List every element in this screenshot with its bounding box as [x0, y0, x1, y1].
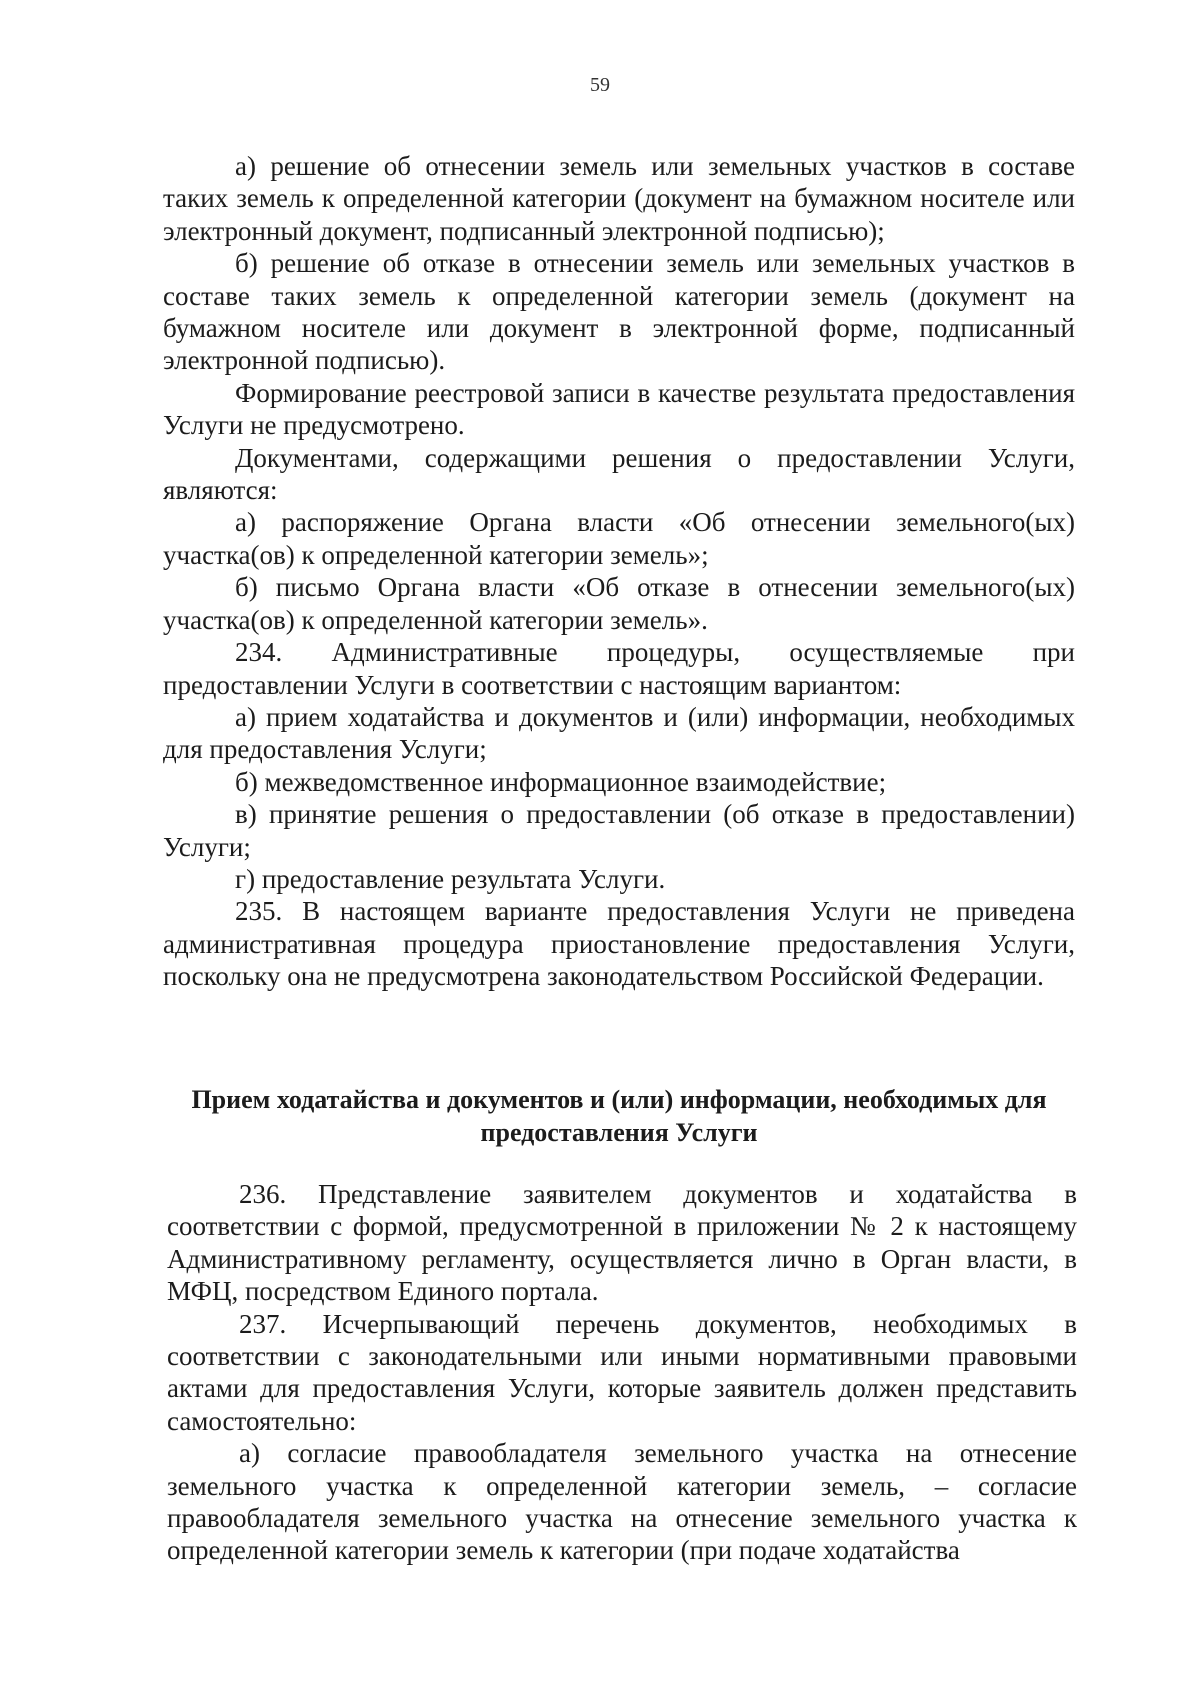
paragraph: в) принятие решения о предоставлении (об отказе в предоставлении) Услуги; [163, 799, 1075, 862]
document-body-continued [167, 1178, 1077, 1567]
paragraph: Формирование реестровой записи в качестве результата предоставления Услуги не предусмотрено. [163, 377, 1075, 441]
paragraph: 235. В настоящем варианте предоставления Услуги не приведена административная процедура приостановление предоставления Услуги, поскольку она не предусмотрена законодательством Российской Федерации. [163, 896, 1075, 992]
paragraph: б) межведомственное информационное взаимодействие; [235, 766, 887, 797]
paragraph: 237. Исчерпывающий перечень документов, необходимых в соответствии с законодательными или иными нормативными правовыми актами для предоставления Услуги, которые заявитель должен представить самостоятельно: [167, 1308, 1077, 1436]
paragraph: б) письмо Органа власти «Об отказе в отнесении земельного(ых) участка(ов) к определенной категории земель». [163, 572, 1075, 635]
paragraph: 234. Административные процедуры, осуществляемые при предоставлении Услуги в соответствии с настоящим вариантом: [163, 637, 1075, 700]
page-number: 59 [590, 74, 610, 96]
paragraph: а) решение об отнесении земель или земельных участков в составе таких земель к определенной категории (документ на бумажном носителе или электронный документ, подписанный электронной подписью); [163, 151, 1075, 246]
paragraph: г) предоставление результата Услуги. [235, 863, 666, 894]
paragraph: а) прием ходатайства и документов и (или) информации, необходимых для предоставления Услуги; [163, 701, 1075, 765]
paragraph: 236. Представление заявителем документов и ходатайства в соответствии с формой, предусмотренной в приложении № 2 к настоящему Административному регламенту, осуществляется лично в Орган власти, в МФЦ, посредством Единого портала. [167, 1179, 1077, 1307]
section-heading: Прием ходатайства и документов и (или) информации, необходимых для предоставления Услуги [191, 1085, 1047, 1147]
paragraph: б) решение об отказе в отнесении земель или земельных участков в составе таких земель к определенной категории земель (документ на бумажном носителе или документ в электронной форме, подписанный электронной подписью). [163, 248, 1075, 376]
paragraph: а) распоряжение Органа власти «Об отнесении земельного(ых) участка(ов) к определенной категории земель»; [163, 507, 1075, 570]
paragraph: Документами, содержащими решения о предоставлении Услуги, являются: [163, 442, 1075, 506]
paragraph: а) согласие правообладателя земельного участка на отнесение земельного участка к определенной категории земель, – согласие правообладателя земельного участка на отнесение земельного участка к определенной категории земель к категории (при подаче ходатайства [167, 1438, 1077, 1566]
document-body [163, 150, 1075, 993]
